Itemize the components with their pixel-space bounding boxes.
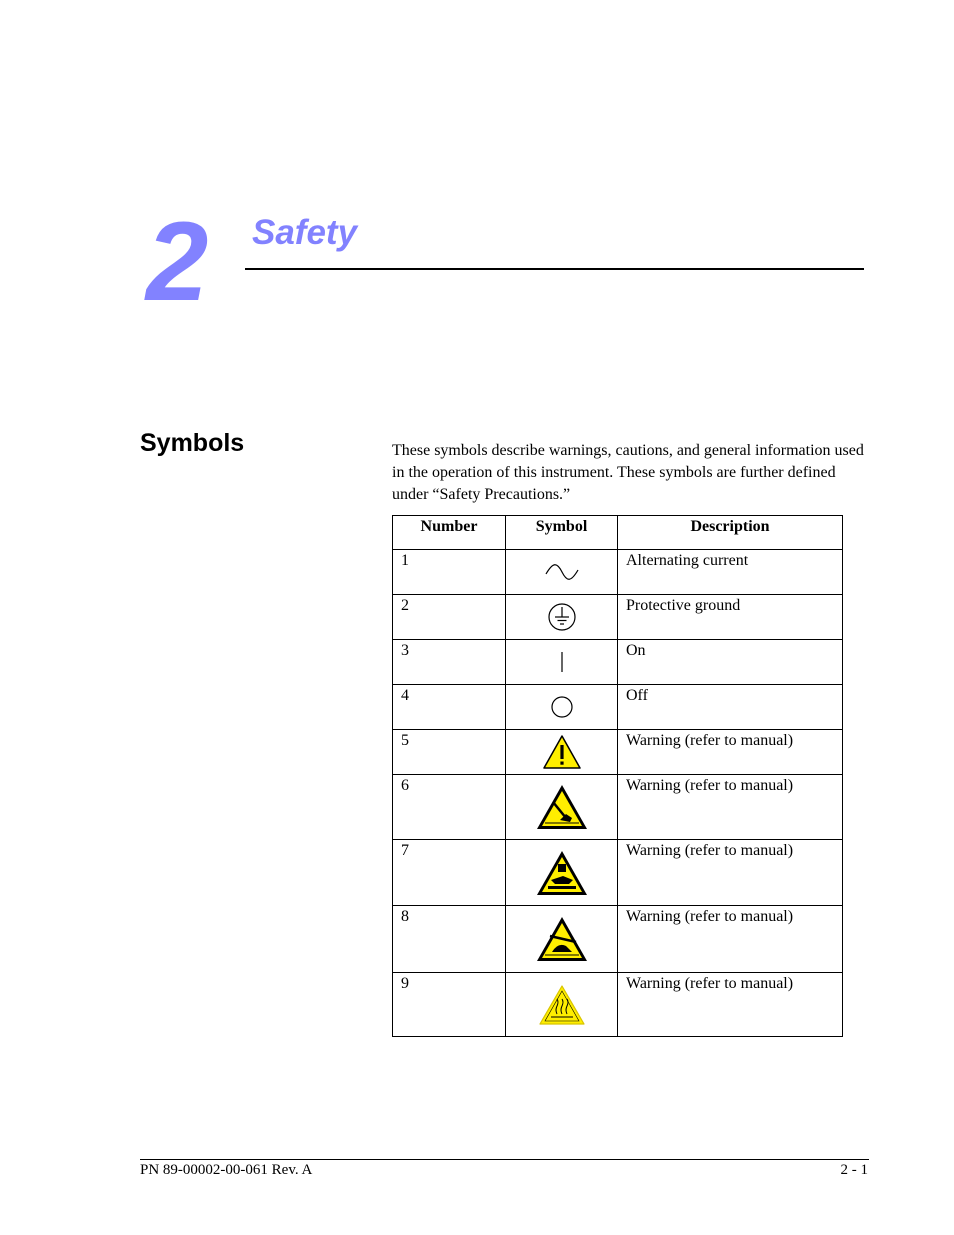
warning-pinch-icon: [536, 850, 588, 896]
row-number: 1: [393, 550, 506, 595]
row-number: 2: [393, 595, 506, 640]
row-description: Warning (refer to manual): [618, 840, 843, 906]
row-description: Protective ground: [618, 595, 843, 640]
row-description: On: [618, 640, 843, 685]
row-number: 5: [393, 730, 506, 775]
section-heading: Symbols: [140, 429, 245, 457]
row-description: Off: [618, 685, 843, 730]
row-number: 7: [393, 840, 506, 906]
table-row: [393, 685, 843, 730]
header-description: Description: [618, 516, 843, 550]
row-number: 6: [393, 775, 506, 840]
chapter-title: Safety: [252, 213, 358, 252]
row-number: 9: [393, 973, 506, 1037]
footer-part-number: PN 89-00002-00-061 Rev. A: [140, 1162, 313, 1178]
power-off-icon: [550, 695, 574, 719]
table-row: [393, 595, 843, 640]
chapter-number: 2: [146, 199, 209, 324]
table-row: [393, 640, 843, 685]
table-row: [393, 775, 843, 840]
table-row: [393, 906, 843, 973]
row-description: Warning (refer to manual): [618, 775, 843, 840]
warning-exclamation-icon: [542, 734, 582, 770]
row-description: Warning (refer to manual): [618, 906, 843, 973]
warning-hand-crush-icon: [536, 916, 588, 962]
row-number: 4: [393, 685, 506, 730]
header-number: Number: [393, 516, 506, 550]
intro-paragraph: These symbols describe warnings, cautions, and general information used in the operation of this instrument. These symbols are further defined under “Safety Precautions.”: [392, 442, 864, 503]
protective-ground-icon: [547, 602, 577, 632]
warning-puncture-icon: [536, 784, 588, 830]
footer-page-number: 2 - 1: [840, 1162, 868, 1178]
footer-rule: [140, 1159, 869, 1160]
row-description: Warning (refer to manual): [618, 973, 843, 1037]
warning-hot-surface-icon: [538, 984, 586, 1026]
row-number: 3: [393, 640, 506, 685]
table-row: [393, 840, 843, 906]
row-description: Warning (refer to manual): [618, 730, 843, 775]
table-header-row: [393, 516, 843, 550]
alternating-current-icon: [544, 562, 580, 582]
header-symbol: Symbol: [506, 516, 618, 550]
symbols-table: [392, 515, 843, 1037]
row-description: Alternating current: [618, 550, 843, 595]
power-on-icon: [557, 650, 567, 674]
title-rule: [245, 268, 864, 270]
row-number: 8: [393, 906, 506, 973]
table-row: [393, 550, 843, 595]
table-row: [393, 973, 843, 1037]
table-row: [393, 730, 843, 775]
